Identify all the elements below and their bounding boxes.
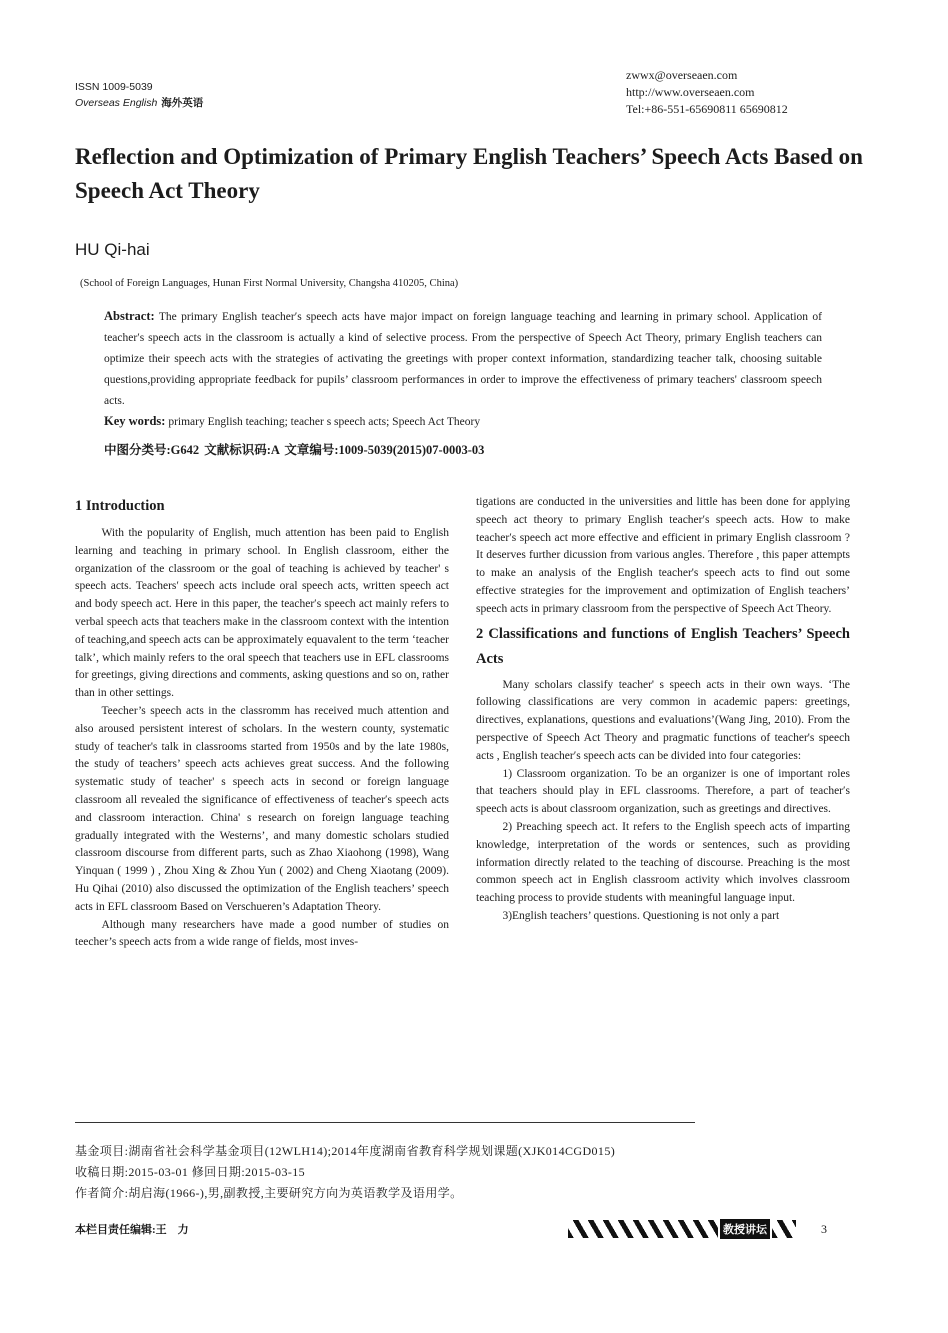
abstract bbox=[104, 306, 822, 412]
stripe-decoration bbox=[568, 1220, 718, 1238]
section-1-paragraph-3: Although many researchers have made a good number of studies on teecher’s speech acts from a wide range of fields, most inves- bbox=[75, 918, 449, 949]
stripe-decoration-end bbox=[772, 1220, 796, 1238]
column-editor: 本栏目责任编辑:王 力 bbox=[75, 1224, 189, 1236]
journal-name-cn: 海外英语 bbox=[161, 97, 204, 109]
section-2-paragraph-4: 3)English teachers’ questions. Questioning is not only a part bbox=[502, 909, 780, 922]
article-title: Reflection and Optimization of Primary English Teachers’ Speech Acts Based on Speech Act Theory bbox=[75, 144, 863, 203]
left-column bbox=[75, 494, 449, 952]
section-1-paragraph-2: Teecher’s speech acts in the classromm has received much attention and also aroused persistent interest of scholars. In the western county, systematic study of teacher's talk in classrooms started from 1950s and by the late 1980s, the study of teachers’ speech acts achieves great success. And the following systematic study of teacher' s speech acts in second or foreign language classroom all revealed the significance of effectiveness of teacher′s speech acts and classroom interaction. China' s research on foreign language teaching gradually integrated with the Westerns’, and many domestic scholars studied classroom discourse from different parts, such as Zhao Xiaohong (1998), Wang Yinquan ( 1999 ) , Zhou Xing & Zhou Yun ( 2002) and Cheng Xiaotang (2009). Hu Qihai (2010) also discussed the optimization of the English teachers’ speech acts in EFL classroom Based on Verschueren’s Adaptation Theory. bbox=[75, 704, 449, 913]
author-bio: 作者简介:胡启海(1966-),男,副教授,主要研究方向为英语教学及语用学。 bbox=[75, 1186, 463, 1200]
classification-codes: 中图分类号:G642 文献标识码:A 文章编号:1009-5039(2015)07-0003-03 bbox=[104, 443, 485, 457]
contact-tel: Tel:+86-551-65690811 65690812 bbox=[626, 102, 788, 116]
section-1-heading: 1 Introduction bbox=[75, 498, 165, 514]
column-name: 教授讲坛 bbox=[720, 1219, 770, 1239]
journal-header bbox=[75, 79, 203, 111]
fund-note: 基金项目:湖南省社会科学基金项目(12WLH14);2014年度湖南省教育科学规划课题(XJK014CGD015) bbox=[75, 1144, 616, 1158]
issn: ISSN 1009-5039 bbox=[75, 81, 153, 93]
contact-email: zwwx@overseaen.com bbox=[626, 68, 738, 82]
section-1-paragraph-1: With the popularity of English, much attention has been paid to English learning and teaching in primary school. In English classroom, either the organization of the classroom or the goal of teaching is achieved by teacher' s speech acts. Teachers′ speech acts include oral speech acts, written speech act and body speech act. Here in this paper, the teacher′s speech act mainly refers to verbal speech acts that teachers make in the classroom context with the intention of teaching,and speech acts can be approximately equavalent to the term ‘teacher talk’, which mainly refers to the oral speech that teachers use in EFL classrooms for greetings, giving directions and comments, asking questions and so on, rather than in other settings. bbox=[75, 527, 449, 700]
section-2-heading: 2 Classifications and functions of English Teachers’ Speech Acts bbox=[476, 625, 850, 667]
column-banner bbox=[568, 1220, 800, 1238]
abstract-text: The primary English teacher′s speech acts have major impact on foreign language teaching and learning in primary school. Application of teacher′s speech acts in the classroom is actually a kind of selective process. From the perspective of Speech Act Theory, primary English teachers can optimize their speech acts with the strategies of activating the greetings with proper context information, standardizing teacher talk, choosing suitable questions,providing appropriate feedback for pupils’ classroom performances in order to improve the effectiveness of primary teachers' classroom speech acts. bbox=[104, 311, 822, 407]
author: HU Qi-hai bbox=[75, 240, 150, 259]
contact-info bbox=[626, 67, 788, 118]
dates-note: 收稿日期:2015-03-01 修回日期:2015-03-15 bbox=[75, 1165, 306, 1179]
footnotes bbox=[75, 1141, 615, 1204]
keywords bbox=[104, 414, 822, 429]
section-2-paragraph-3: 2) Preaching speech act. It refers to the English speech acts of imparting knowledge, interpretation of the words or sentences, such as providing information directly related to the teaching of discourse. Preaching is the most common speech act in English classroom activity which involves classroom teaching process to provide students with meaningful language input. bbox=[476, 820, 850, 905]
page-number: 3 bbox=[821, 1222, 827, 1236]
contact-url: http://www.overseaen.com bbox=[626, 85, 755, 99]
right-column bbox=[476, 494, 850, 926]
keywords-label: Key words: bbox=[104, 414, 166, 428]
keywords-text: primary English teaching; teacher s speech acts; Speech Act Theory bbox=[168, 416, 481, 428]
affiliation: (School of Foreign Languages, Hunan First Normal University, Changsha 410205, China) bbox=[80, 278, 459, 289]
footnote-divider bbox=[75, 1122, 695, 1123]
section-2-paragraph-1: Many scholars classify teacher' s speech acts in their own ways. ‘The following classifications are very common in academic papers: greetings, directives, explanations, questions and evaluations’(Wang Jing, 2010). From the perspective of Speech Act Theory and pragmatic functions of teacher's speech acts , English teacher′s speech acts can be divided into four categories: bbox=[476, 678, 850, 762]
section-2-paragraph-2: 1) Classroom organization. To be an organizer is one of important roles that teachers should play in EFL classrooms. Therefore, a part of teacher′s speech acts is about classroom organization, such as greetings and directives. bbox=[476, 767, 850, 816]
abstract-label: Abstract: bbox=[104, 309, 155, 323]
journal-name-en: Overseas English bbox=[75, 97, 158, 109]
section-1-paragraph-3-continued: tigations are conducted in the universities and little has been done for applying speech act theory to primary English teacher′s speech acts. How to make teacher′s speech act more effective and efficient in primary English classroom ? It deserves further dicussion from various angles. Therefore , this paper attempts to make an analysis of the English teacher's speech acts to find out some effective strategies for the improvement and optimization of English teachers’ speech acts in primary classroom from the perspective of Speech Act Theory. bbox=[476, 496, 850, 615]
